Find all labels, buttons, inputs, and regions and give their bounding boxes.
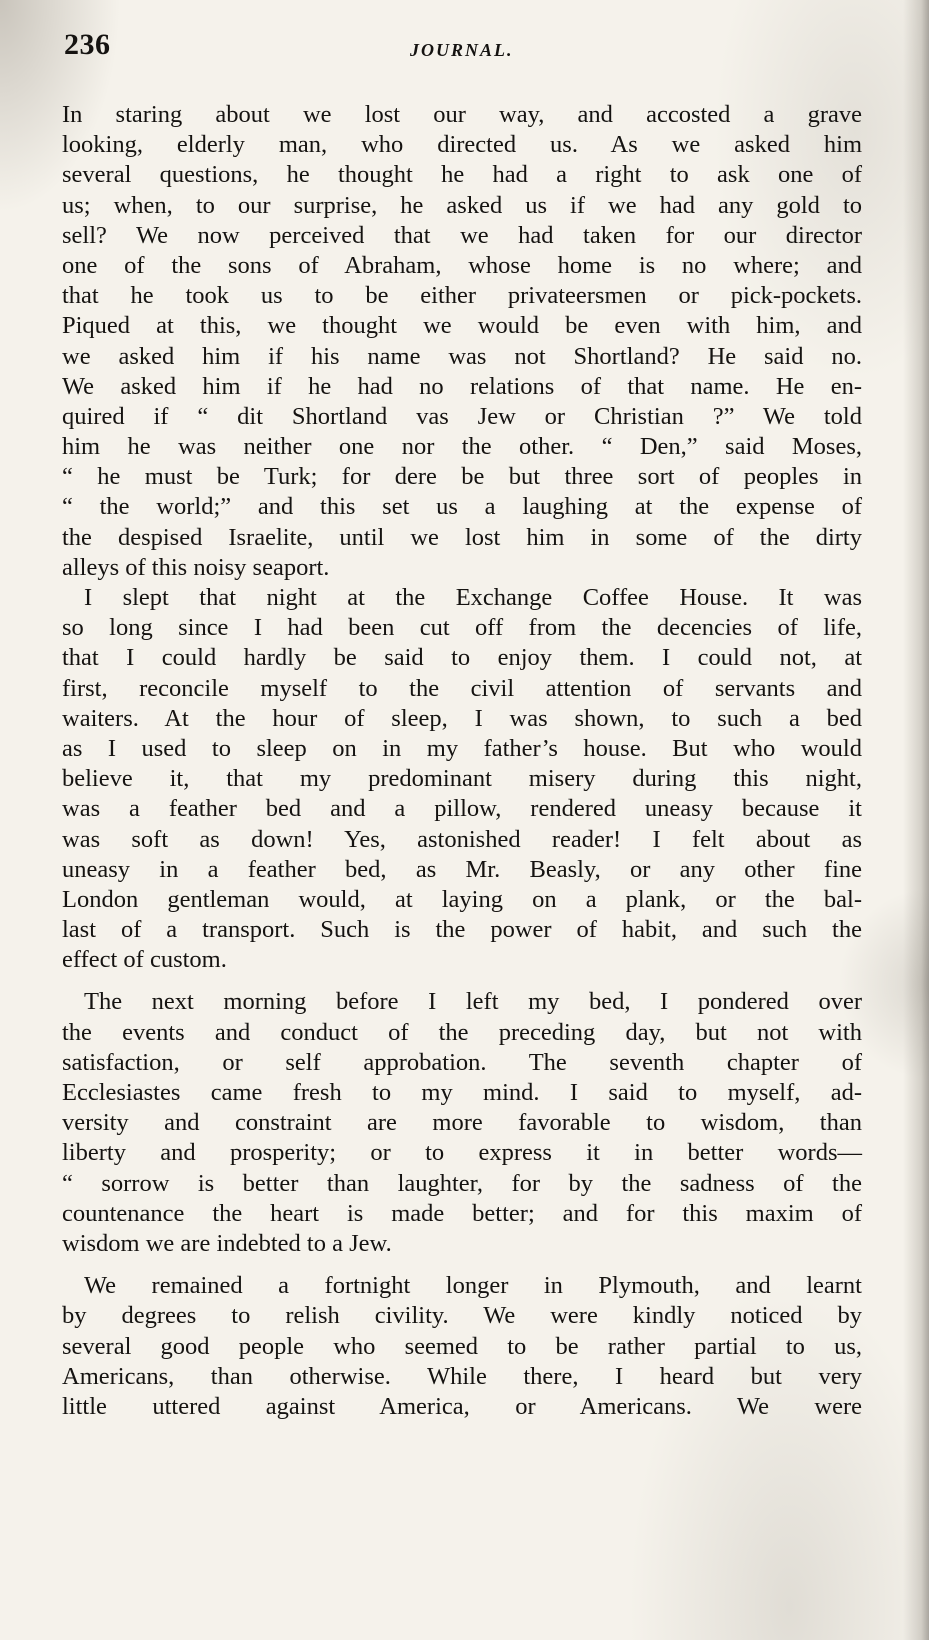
- text-line: the events and conduct of the preceding day, but not with: [62, 1018, 862, 1046]
- text-line: quired if “ dit Shortland vas Jew or Christian ?” We told: [62, 402, 862, 430]
- text-line: The next morning before I left my bed, I pondered over: [84, 988, 862, 1016]
- paragraph-3: [62, 987, 862, 1259]
- text-line: Ecclesiastes came fresh to my mind. I said to myself, ad-: [62, 1079, 862, 1106]
- text-line: several questions, he thought he had a right to ask one of: [62, 161, 862, 189]
- text-line: uneasy in a feather bed, as Mr. Beasly, or any other fine: [62, 855, 862, 883]
- text-line: so long since I had been cut off from the decencies of life,: [62, 614, 862, 642]
- text-line: I slept that night at the Exchange Coffee House. It was: [84, 584, 862, 611]
- text-line: We remained a fortnight longer in Plymouth, and learnt: [84, 1272, 862, 1300]
- text-line: that I could hardly be said to enjoy them. I could not, at: [62, 644, 862, 672]
- text-line: we asked him if his name was not Shortland? He said no.: [62, 342, 862, 370]
- text-line: was a feather bed and a pillow, rendered uneasy because it: [62, 795, 862, 823]
- paragraph-1: [62, 100, 862, 583]
- paragraph-gap: [62, 975, 862, 987]
- text-line: satisfaction, or self approbation. The seventh chapter of: [62, 1048, 862, 1076]
- text-line: the despised Israelite, until we lost him in some of the dirty: [62, 523, 862, 551]
- text-line: “ he must be Turk; for dere be but three sort of peoples in: [62, 463, 862, 491]
- text-line: that he took us to be either privateersmen or pick-pockets.: [62, 282, 862, 310]
- text-line: little uttered against America, or Americans. We were: [62, 1392, 862, 1420]
- text-line: London gentleman would, at laying on a plank, or the bal-: [62, 885, 862, 913]
- text-line: In staring about we lost our way, and accosted a grave: [62, 101, 862, 128]
- text-line: effect of custom.: [62, 946, 227, 974]
- text-line: Americans, than otherwise. While there, I heard but very: [62, 1362, 862, 1390]
- text-line: alleys of this noisy seaport.: [62, 553, 330, 581]
- running-head: JOURNAL.: [410, 40, 514, 60]
- paragraph-2: [62, 583, 862, 975]
- text-line: last of a transport. Such is the power of habit, and such the: [62, 916, 862, 944]
- page-edge-shadow: [903, 0, 929, 1640]
- page-number: 236: [64, 28, 111, 61]
- body-text: [62, 100, 862, 1422]
- text-line: versity and constraint are more favorable to wisdom, than: [62, 1109, 862, 1137]
- text-line: sell? We now perceived that we had taken for our director: [62, 221, 862, 249]
- text-line: several good people who seemed to be rather partial to us,: [62, 1332, 862, 1360]
- text-line: waiters. At the hour of sleep, I was shown, to such a bed: [62, 704, 862, 732]
- text-line: as I used to sleep on in my father’s house. But who would: [62, 734, 862, 762]
- text-line: countenance the heart is made better; and for this maxim of: [62, 1199, 862, 1227]
- text-line: looking, elderly man, who directed us. As we asked him: [62, 131, 862, 159]
- text-line: us; when, to our surprise, he asked us if we had any gold to: [62, 191, 862, 219]
- text-line: him he was neither one nor the other. “ Den,” said Moses,: [62, 433, 862, 461]
- text-line: one of the sons of Abraham, whose home is no where; and: [62, 251, 862, 279]
- text-line: believe it, that my predominant misery during this night,: [62, 765, 862, 793]
- text-line: “ the world;” and this set us a laughing at the expense of: [62, 493, 862, 521]
- text-line: wisdom we are indebted to a Jew.: [62, 1229, 392, 1257]
- paragraph-gap: [62, 1259, 862, 1271]
- text-line: by degrees to relish civility. We were kindly noticed by: [62, 1302, 862, 1330]
- text-line: was soft as down! Yes, astonished reader! I felt about as: [62, 825, 862, 853]
- text-line: “ sorrow is better than laughter, for by the sadness of the: [62, 1169, 862, 1197]
- text-line: first, reconcile myself to the civil attention of servants and: [62, 674, 862, 702]
- text-line: Piqued at this, we thought we would be even with him, and: [62, 312, 862, 340]
- paragraph-4: [62, 1271, 862, 1422]
- text-line: We asked him if he had no relations of that name. He en-: [62, 372, 862, 400]
- page-header: [0, 28, 929, 68]
- text-line: liberty and prosperity; or to express it in better words—: [62, 1139, 862, 1167]
